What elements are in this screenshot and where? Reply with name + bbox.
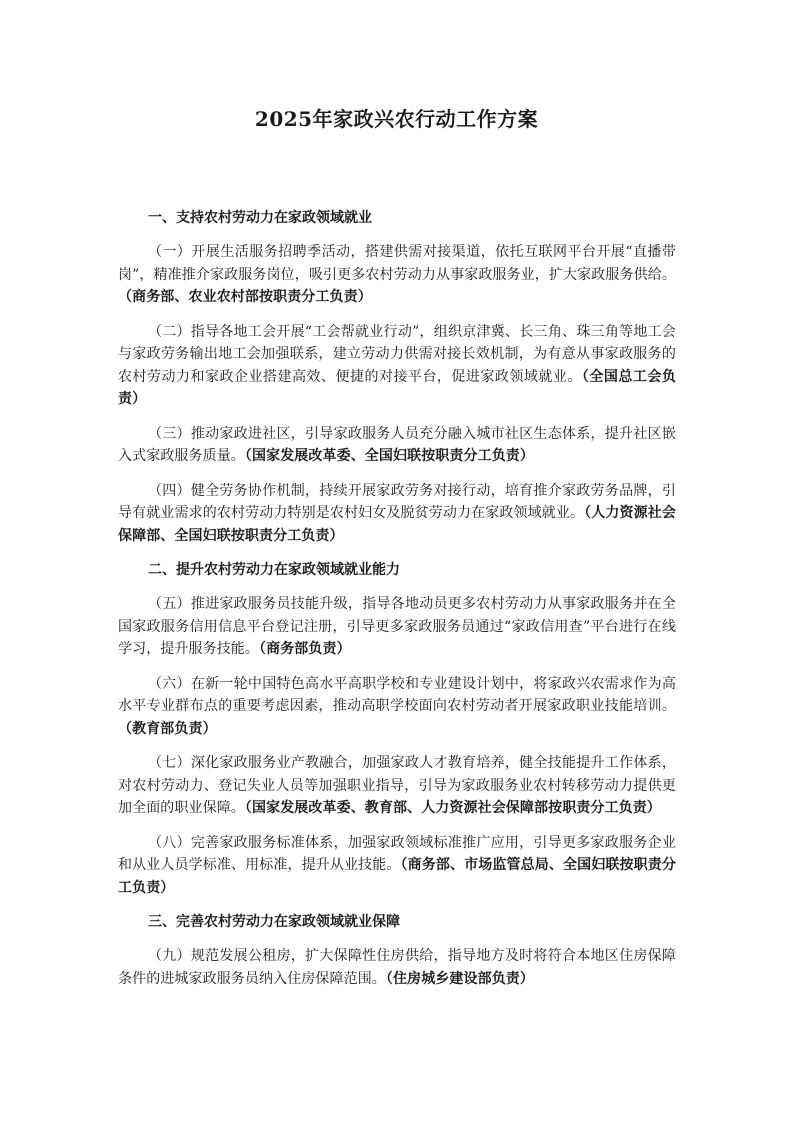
item-text: （二）指导各地工会开展“工会帮就业行动”，组织京津冀、长三角、珠三角等地工会与家政劳务输出地工会加强联系，建立劳动力供需对接长效机制，为有意从事家政服务的农村劳动力和家政企业搭建高效、便捷的对接平台，促进家政领域就业。	[118, 323, 676, 385]
responsible-party: （住房城乡建设部负责）	[385, 970, 535, 987]
item-text: （三）推动家政进社区，引导家政服务人员充分融入城市社区生态体系，提升社区嵌入式家政服务质量。	[118, 425, 676, 464]
document-body	[118, 207, 676, 1002]
section-heading: 二、提升农村劳动力在家政领域就业能力	[148, 562, 400, 578]
item-text: （一）开展生活服务招聘季活动，搭建供需对接渠道，依托互联网平台开展“直播带岗”，精准推介家政服务岗位，吸引更多农村劳动力从事家政服务业，扩大家政服务供给。	[118, 244, 676, 283]
responsible-party: （人力资源社会保障部、全国妇联按职责分工负责）	[118, 505, 676, 544]
list-item	[118, 945, 676, 990]
responsible-party: （国家发展改革委、教育部、人力资源社会保障部按职责分工负责）	[244, 800, 661, 816]
section-heading: 三、完善农村劳动力在家政领域就业保障	[148, 914, 400, 930]
item-text: （五）推进家政服务员技能升级，指导各地动员更多农村劳动力从事家政服务并在全国家政服务信用信息平台登记注册，引导更多家政服务员通过“家政信用查”平台进行在线学习，提升服务技能。	[118, 596, 676, 657]
responsible-party: （教育部负责）	[118, 720, 217, 737]
item-text: （九）规范发展公租房，扩大保障性住房供给，指导地方及时将符合本地区住房保障条件的进城家政服务员纳入住房保障范围。	[118, 948, 676, 987]
item-text: （四）健全劳务协作机制，持续开展家政劳务对接行动，培育推介家政劳务品牌，引导有就业需求的农村劳动力特别是农村妇女及脱贫劳动力在家政领域就业。	[118, 482, 676, 521]
responsible-party: （商务部、农业农村部按职责分工负责）	[118, 289, 372, 305]
responsible-party: （全国总工会负责）	[118, 368, 677, 407]
responsible-party: （商务部、市场监管总局、全国妇联按职责分工负责）	[118, 857, 677, 896]
list-item	[118, 593, 676, 661]
item-text: （八）完善家政服务标准体系，加强家政领域标准推广应用，引导更多家政服务企业和从业人员学标准、用标准，提升从业技能。	[118, 834, 676, 873]
responsible-party: （国家发展改革委、全国妇联按职责分工负责）	[244, 448, 535, 464]
list-item	[118, 480, 676, 548]
list-item	[118, 241, 676, 309]
section-heading: 一、支持农村劳动力在家政领域就业	[148, 210, 372, 226]
list-item	[118, 752, 676, 820]
item-text: （七）深化家政服务业产教融合，加强家政人才教育培养，健全技能提升工作体系，对农村劳动力、登记失业人员等加强职业指导，引导为家政服务业农村转移劳动力提供更加全面的职业保障。	[118, 755, 676, 816]
responsible-party: （商务部负责）	[259, 641, 351, 657]
list-item	[118, 423, 676, 468]
item-text: （六）在新一轮中国特色高水平高职学校和专业建设计划中，将家政兴农需求作为高水平专业群布点的重要考虑因素，推动高职学校面向农村劳动者开展家政职业技能培训。	[118, 675, 676, 714]
list-item	[118, 673, 676, 741]
document-title: 2025年家政兴农行动工作方案	[254, 107, 539, 131]
list-item	[118, 832, 676, 900]
list-item	[118, 321, 676, 411]
